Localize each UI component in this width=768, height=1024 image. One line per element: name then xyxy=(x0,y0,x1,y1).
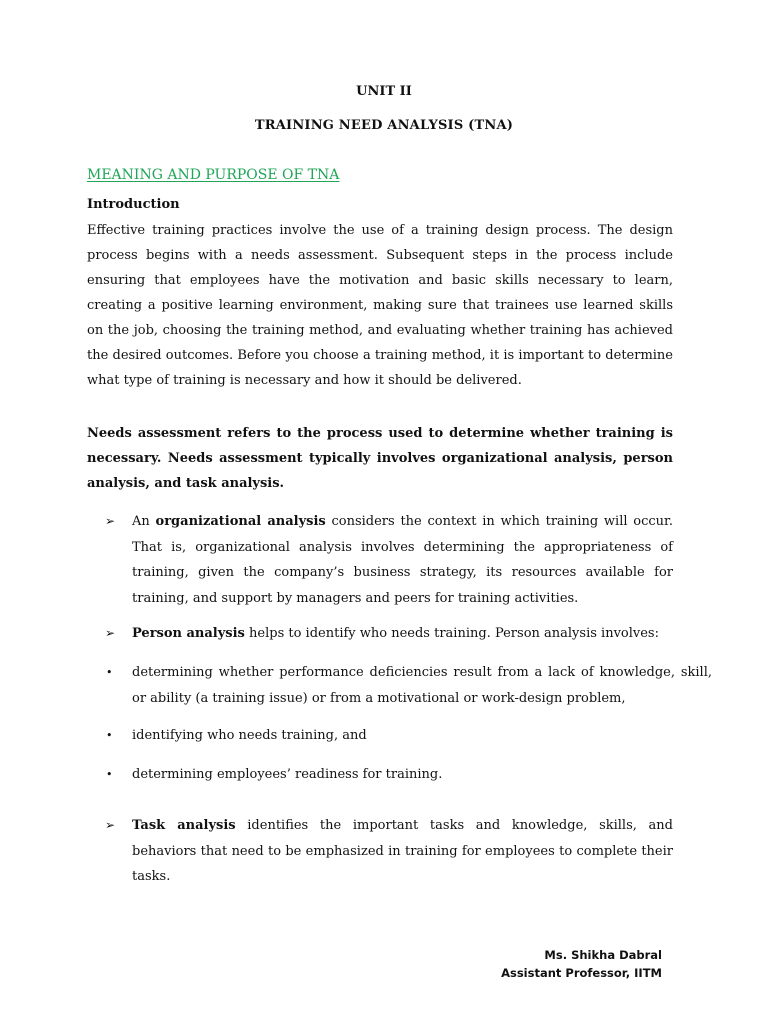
unit-label: UNIT II xyxy=(356,84,412,99)
list-item-text: determining whether performance deficiencies result from a lack of knowledge, skill, or ability (a training issue) or from a motivational or work-design problem, xyxy=(132,665,712,706)
introduction-paragraph: Effective training practices involve the use of a training design process. The design process begins with a needs assessment. Subsequent steps in the process include ensuring that employees have the motivation and basic skills necessary to learn, creating a positive learning environment, making sure that trainees use learned skills on the job, choosing the training method, and evaluating whether training has achieved the desired outcomes. Before you choose a training method, it is important to determine what type of training is necessary and how it should be delivered. xyxy=(87,223,673,388)
organizational-analysis-term: organizational analysis xyxy=(155,514,326,529)
organizational-analysis-text xyxy=(132,509,673,611)
organizational-analysis-description: considers the context in which training will occur. That is, organizational analysis involves determining the appropriateness of training, given the company’s business strategy, its resources available for training, and support by managers and peers for training activities. xyxy=(132,514,673,606)
list-item xyxy=(104,723,712,749)
bullet-dot-icon: • xyxy=(106,729,113,742)
arrow-bullet-icon: ➢ xyxy=(105,626,116,640)
author-name: Ms. Shikha Dabral xyxy=(544,948,662,962)
task-analysis-term: Task analysis xyxy=(132,818,236,833)
organizational-analysis-prefix: An xyxy=(132,514,156,529)
needs-assessment-paragraph: Needs assessment refers to the process used to determine whether training is necessary. Needs assessment typically involves organizational analysis, person analysis, and task analysis. xyxy=(87,426,673,491)
list-item xyxy=(104,762,712,788)
person-analysis-term: Person analysis xyxy=(132,626,245,641)
list-item xyxy=(104,660,712,711)
task-analysis-description: identifies the important tasks and knowledge, skills, and behaviors that need to be emphasized in training for employees to complete their tasks. xyxy=(132,818,673,884)
organizational-analysis-item xyxy=(105,509,673,611)
arrow-bullet-icon: ➢ xyxy=(105,514,116,528)
author-signature xyxy=(501,946,662,982)
author-role: Assistant Professor, IITM xyxy=(501,966,662,980)
page-title: TRAINING NEED ANALYSIS (TNA) xyxy=(254,118,514,133)
list-item-text: determining employees’ readiness for training. xyxy=(132,767,443,782)
section-heading: MEANING AND PURPOSE OF TNA xyxy=(87,167,340,183)
bullet-dot-icon: • xyxy=(106,768,113,781)
person-analysis-description: helps to identify who needs training. Person analysis involves: xyxy=(244,626,659,641)
arrow-bullet-icon: ➢ xyxy=(105,818,116,832)
person-analysis-text xyxy=(132,621,673,647)
bullet-dot-icon: • xyxy=(106,666,113,679)
task-analysis-item xyxy=(105,813,673,890)
list-item-text: identifying who needs training, and xyxy=(132,728,367,743)
task-analysis-text xyxy=(132,813,673,890)
introduction-heading: Introduction xyxy=(87,197,180,212)
person-analysis-item xyxy=(105,621,673,647)
